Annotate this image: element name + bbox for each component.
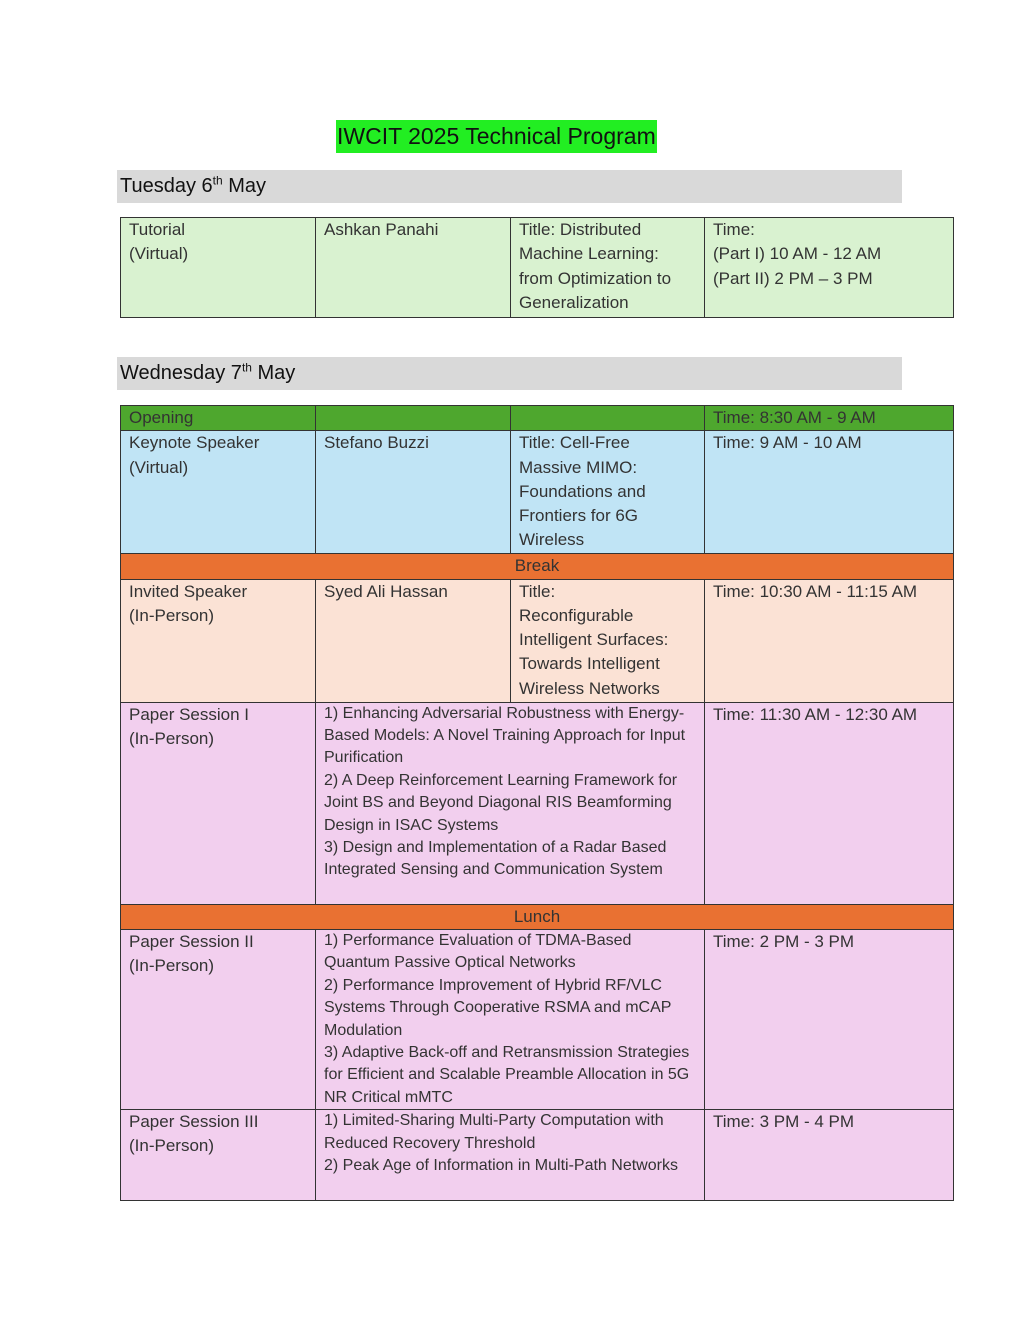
papers-cell: 1) Performance Evaluation of TDMA-Based Quantum Passive Optical Networks 2) Performance Improvement of Hybrid RF/VLC Systems Through Cooperative RSMA and mCAP Modulation 3) Adaptive Back-off and Retransmission Strategies for Efficient and Scalable Preamble Allocation in 5G NR Critical mMTC <box>316 929 705 1109</box>
session-cell: Invited Speaker (In-Person) <box>121 579 316 702</box>
session-cell: Paper Session III (In-Person) <box>121 1110 316 1201</box>
time-cell: Time: 8:30 AM - 9 AM <box>705 406 954 431</box>
empty-cell <box>511 406 705 431</box>
day-label-tail: May <box>222 175 267 197</box>
table-row-paper-session-1 <box>121 702 954 904</box>
session-cell: Tutorial (Virtual) <box>121 218 316 318</box>
wednesday-schedule-table <box>120 405 954 1201</box>
empty-cell <box>316 406 511 431</box>
time-cell: Time: (Part I) 10 AM - 12 AM (Part II) 2 PM – 3 PM <box>705 218 954 318</box>
talk-title-cell: Title: Cell-Free Massive MIMO: Foundations and Frontiers for 6G Wireless <box>511 431 705 554</box>
time-cell: Time: 10:30 AM - 11:15 AM <box>705 579 954 702</box>
table-row-invited <box>121 579 954 702</box>
speaker-cell: Ashkan Panahi <box>316 218 511 318</box>
time-cell: Time: 3 PM - 4 PM <box>705 1110 954 1201</box>
day-label-sup: th <box>212 173 223 188</box>
table-row-keynote <box>121 431 954 554</box>
session-cell: Paper Session I (In-Person) <box>121 702 316 904</box>
lunch-cell: Lunch <box>121 904 954 929</box>
time-cell: Time: 9 AM - 10 AM <box>705 431 954 554</box>
day-header-tuesday <box>117 170 902 203</box>
table-row-opening <box>121 406 954 431</box>
day-header-wednesday <box>117 357 902 390</box>
papers-cell: 1) Enhancing Adversarial Robustness with Energy-Based Models: A Novel Training Approach for Input Purification 2) A Deep Reinforcement Learning Framework for Joint BS and Beyond Diagonal RIS Beamforming Design in ISAC Systems 3) Design and Implementation of a Radar Based Integrated Sensing and Communication System <box>316 702 705 904</box>
table-row-break <box>121 554 954 579</box>
page-title: IWCIT 2025 Technical Program <box>336 120 657 153</box>
tuesday-schedule-table <box>120 217 954 318</box>
break-cell: Break <box>121 554 954 579</box>
table-row-paper-session-3 <box>121 1110 954 1201</box>
session-cell: Keynote Speaker (Virtual) <box>121 431 316 554</box>
table-row-paper-session-2 <box>121 929 954 1109</box>
session-cell: Paper Session II (In-Person) <box>121 929 316 1109</box>
day-label: Tuesday 6 <box>120 175 213 197</box>
session-cell: Opening <box>121 406 316 431</box>
time-cell: Time: 2 PM - 3 PM <box>705 929 954 1109</box>
time-cell: Time: 11:30 AM - 12:30 AM <box>705 702 954 904</box>
day-label-tail: May <box>251 362 296 384</box>
papers-cell: 1) Limited-Sharing Multi-Party Computation with Reduced Recovery Threshold 2) Peak Age of Information in Multi-Path Networks <box>316 1110 705 1201</box>
day-label: Wednesday 7 <box>120 362 242 384</box>
day-label-sup: th <box>241 360 252 375</box>
table-row-lunch <box>121 904 954 929</box>
talk-title-cell: Title: Reconfigurable Intelligent Surfaces: Towards Intelligent Wireless Networks <box>511 579 705 702</box>
speaker-cell: Syed Ali Hassan <box>316 579 511 702</box>
speaker-cell: Stefano Buzzi <box>316 431 511 554</box>
talk-title-cell: Title: Distributed Machine Learning: from Optimization to Generalization <box>511 218 705 318</box>
table-row-tutorial <box>121 218 954 318</box>
